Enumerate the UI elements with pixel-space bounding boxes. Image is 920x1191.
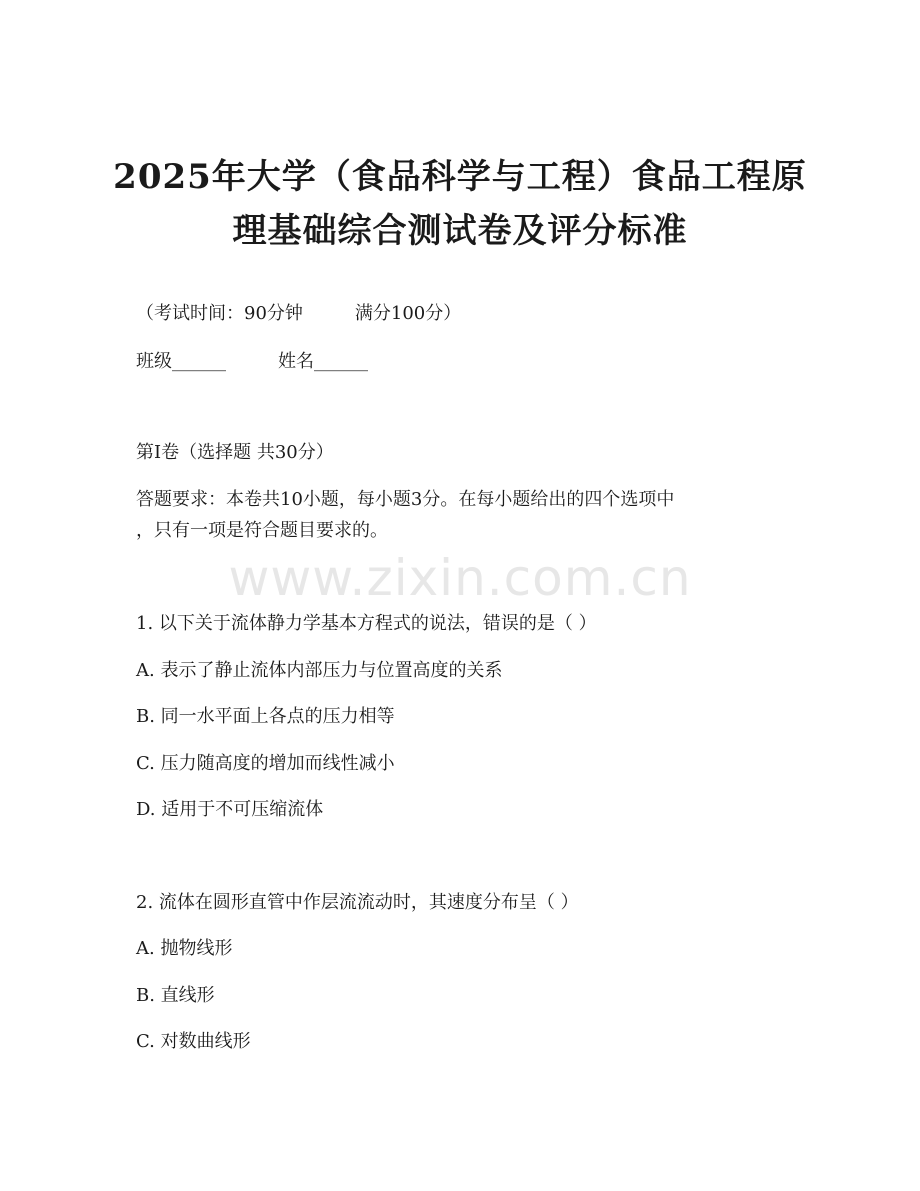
question-1-option-a: A. 表示了静止流体内部压力与位置高度的关系 <box>136 660 503 681</box>
question-1-stem: 1. 以下关于流体静力学基本方程式的说法，错误的是（ ） <box>136 613 597 634</box>
instructions-line-2: ，只有一项是符合题目要求的。 <box>136 520 388 541</box>
question-1-option-d: D. 适用于不可压缩流体 <box>136 799 324 820</box>
section-heading: 第Ⅰ卷（选择题 共30分） <box>136 442 334 463</box>
question-2-stem: 2. 流体在圆形直管中作层流流动时，其速度分布呈（ ） <box>136 892 579 913</box>
exam-score: 满分100分） <box>354 303 462 324</box>
question-2-option-a: A. 抛物线形 <box>136 938 233 959</box>
question-1-option-c: C. 压力随高度的增加而线性减小 <box>136 753 395 774</box>
title-line-2: 理基础综合测试卷及评分标准 <box>232 211 688 251</box>
student-fields <box>136 350 368 374</box>
page-title <box>60 150 860 258</box>
instructions-line-1: 答题要求：本卷共10小题，每小题3分。在每小题给出的四个选项中 <box>136 489 675 510</box>
watermark: www.zixin.com.cn <box>228 549 692 607</box>
question-1-option-b: B. 同一水平面上各点的压力相等 <box>136 706 395 727</box>
name-field: 姓名______ <box>278 351 368 372</box>
question-2-option-b: B. 直线形 <box>136 985 215 1006</box>
exam-info <box>136 302 461 326</box>
class-field: 班级______ <box>136 351 226 372</box>
exam-time: （考试时间：90分钟 <box>136 303 303 324</box>
title-line-1: 2025年大学（食品科学与工程）食品工程原 <box>113 157 807 197</box>
question-2-option-c: C. 对数曲线形 <box>136 1031 251 1052</box>
